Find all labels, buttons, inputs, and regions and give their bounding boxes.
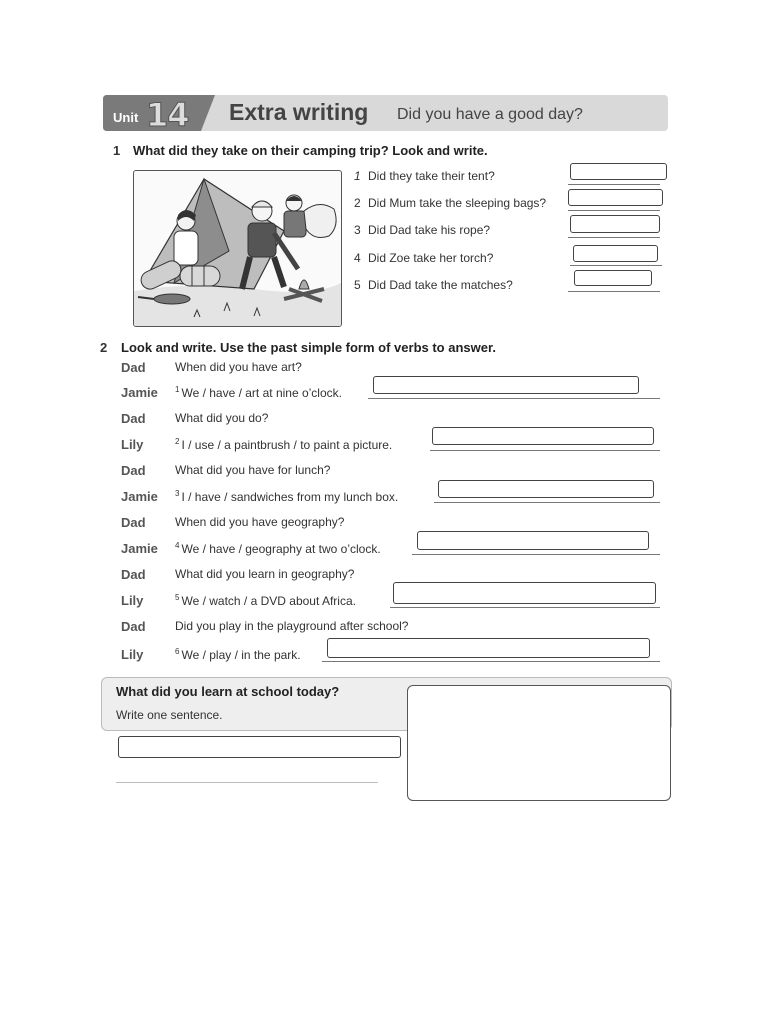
answer-line-3 bbox=[568, 237, 660, 238]
prompt-text: We / have / geography at two o’clock. bbox=[181, 542, 381, 556]
question-text: Did Dad take his rope? bbox=[368, 223, 491, 237]
answer-line bbox=[368, 398, 660, 399]
answer-box-jamie-4[interactable] bbox=[417, 531, 649, 550]
item-number: 2 bbox=[175, 437, 180, 446]
reflection-instruction: Write one sentence. bbox=[116, 708, 223, 722]
question-number: 4 bbox=[354, 251, 361, 265]
answer-line-5 bbox=[568, 291, 660, 292]
prompt-text: I / have / sandwiches from my lunch box. bbox=[181, 490, 399, 504]
dialogue-line bbox=[175, 593, 356, 608]
section1-number: 1 bbox=[113, 143, 121, 158]
question-number: 5 bbox=[354, 278, 361, 292]
speaker: Dad bbox=[121, 360, 146, 375]
question-2 bbox=[354, 196, 546, 210]
prompt-text: We / play / in the park. bbox=[181, 648, 301, 662]
section1-heading: What did they take on their camping trip? Look and write. bbox=[133, 143, 488, 158]
prompt-text: I / use / a paintbrush / to paint a picture. bbox=[181, 438, 393, 452]
item-number: 6 bbox=[175, 647, 180, 656]
dialogue-line bbox=[175, 385, 342, 400]
item-number: 1 bbox=[175, 385, 180, 394]
dialogue-line bbox=[175, 489, 398, 504]
answer-line bbox=[412, 554, 660, 555]
question-number: 2 bbox=[354, 196, 361, 210]
answer-box-1[interactable] bbox=[570, 163, 667, 180]
item-number: 5 bbox=[175, 593, 180, 602]
speaker: Dad bbox=[121, 567, 146, 582]
speaker: Lily bbox=[121, 593, 144, 608]
answer-box-3[interactable] bbox=[570, 215, 660, 233]
answer-line bbox=[322, 661, 660, 662]
reflection-answer-line bbox=[116, 782, 378, 783]
reflection-answer-box[interactable] bbox=[118, 736, 401, 758]
question-text: Did they take their tent? bbox=[368, 169, 495, 183]
answer-box-2[interactable] bbox=[568, 189, 663, 206]
dialogue-line bbox=[175, 541, 381, 556]
question-number: 3 bbox=[354, 223, 361, 237]
section2-heading: Look and write. Use the past simple form of verbs to answer. bbox=[121, 340, 496, 355]
dialogue-line: When did you have art? bbox=[175, 360, 302, 374]
answer-line bbox=[430, 450, 660, 451]
speaker: Dad bbox=[121, 463, 146, 478]
dialogue-line: What did you do? bbox=[175, 411, 269, 425]
answer-line-2 bbox=[568, 210, 660, 211]
speaker: Jamie bbox=[121, 385, 158, 400]
page-title: Extra writing bbox=[229, 99, 369, 125]
question-number: 1 bbox=[354, 169, 361, 183]
question-1 bbox=[354, 169, 495, 183]
drawing-box[interactable] bbox=[407, 685, 671, 801]
prompt-text: We / have / art at nine o’clock. bbox=[181, 386, 342, 400]
question-text: Did Zoe take her torch? bbox=[368, 251, 494, 265]
answer-line-1 bbox=[568, 184, 660, 185]
speaker: Jamie bbox=[121, 541, 158, 556]
speaker: Dad bbox=[121, 411, 146, 426]
dialogue-line: Did you play in the playground after school? bbox=[175, 619, 409, 633]
speaker: Dad bbox=[121, 619, 146, 634]
question-3 bbox=[354, 223, 490, 237]
answer-box-lily-5[interactable] bbox=[393, 582, 656, 604]
dialogue-line bbox=[175, 647, 301, 662]
answer-box-lily-2[interactable] bbox=[432, 427, 654, 445]
answer-box-5[interactable] bbox=[574, 270, 652, 286]
dialogue-line: What did you have for lunch? bbox=[175, 463, 331, 477]
answer-box-jamie-3[interactable] bbox=[438, 480, 654, 498]
prompt-text: We / watch / a DVD about Africa. bbox=[181, 594, 356, 608]
speaker: Lily bbox=[121, 647, 144, 662]
camping-illustration bbox=[133, 170, 342, 327]
unit-number: 14 bbox=[146, 96, 189, 134]
question-5 bbox=[354, 278, 513, 292]
dialogue-line bbox=[175, 437, 392, 452]
answer-box-lily-6[interactable] bbox=[327, 638, 650, 658]
item-number: 4 bbox=[175, 541, 180, 550]
dialogue-line: When did you have geography? bbox=[175, 515, 345, 529]
speaker: Jamie bbox=[121, 489, 158, 504]
question-4 bbox=[354, 251, 493, 265]
answer-line-4 bbox=[570, 265, 662, 266]
question-text: Did Dad take the matches? bbox=[368, 278, 513, 292]
unit-label: Unit bbox=[113, 110, 139, 125]
answer-box-jamie-1[interactable] bbox=[373, 376, 639, 394]
answer-line bbox=[434, 502, 660, 503]
section2-number: 2 bbox=[100, 340, 108, 355]
question-text: Did Mum take the sleeping bags? bbox=[368, 196, 547, 210]
reflection-question: What did you learn at school today? bbox=[116, 684, 340, 699]
answer-line bbox=[390, 607, 660, 608]
item-number: 3 bbox=[175, 489, 180, 498]
speaker: Lily bbox=[121, 437, 144, 452]
speaker: Dad bbox=[121, 515, 146, 530]
dialogue-line: What did you learn in geography? bbox=[175, 567, 355, 581]
answer-box-4[interactable] bbox=[573, 245, 658, 262]
page-subtitle: Did you have a good day? bbox=[397, 106, 583, 123]
